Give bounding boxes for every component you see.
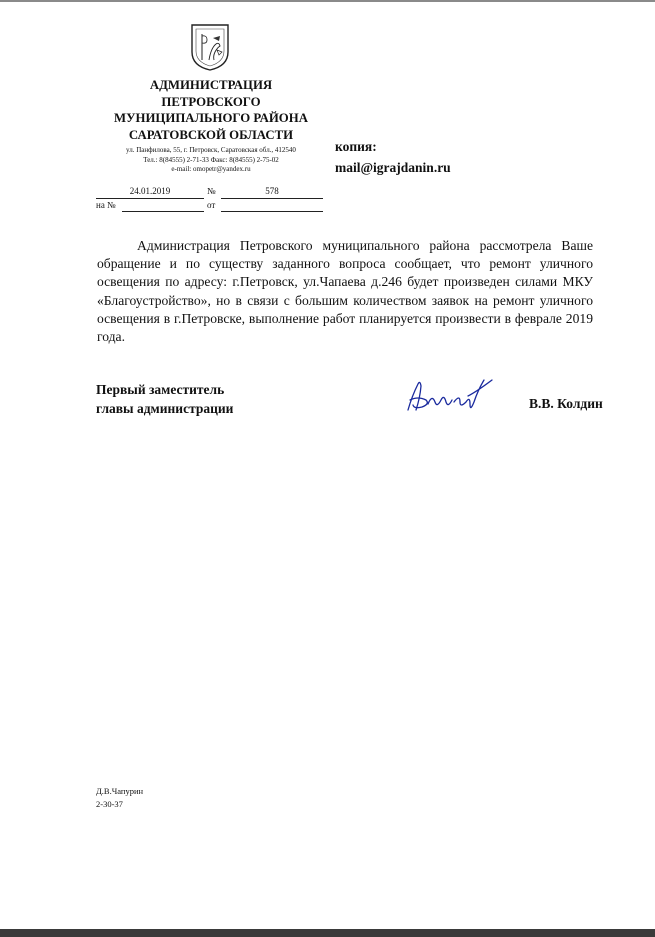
number-underline bbox=[221, 198, 323, 199]
executor-name: Д.В.Чапурин bbox=[96, 786, 144, 796]
copy-email: mail@igrajdanin.ru bbox=[335, 160, 451, 175]
reference-number-underline bbox=[122, 211, 204, 212]
executor-phone: 2-30-37 bbox=[96, 799, 123, 809]
body-paragraph: Администрация Петровского муниципального района рассмотрела Ваше обращение и по существу заданного вопроса сообщает, что ремонт уличного освещения по адресу: г.Петровск, ул.Чапаева д.246 будет произведен силами МКУ «Благоустройство», но в связи с большим количеством заявок на ремонт уличного освещения в г.Петровске, выполнение работ планируется произвести в феврале 2019 года. bbox=[97, 238, 593, 345]
letter-number: 578 bbox=[265, 186, 279, 196]
email-line: e-mail: omopetr@yandex.ru bbox=[171, 165, 251, 173]
signatory-title-line: главы администрации bbox=[96, 400, 234, 416]
org-line: ПЕТРОВСКОГО bbox=[161, 94, 261, 109]
organization-address bbox=[80, 146, 342, 175]
letter-date: 24.01.2019 bbox=[129, 186, 171, 196]
signatory-title bbox=[96, 381, 233, 418]
date-underline bbox=[96, 198, 204, 199]
organization-name bbox=[96, 77, 326, 143]
reference-date-label: от bbox=[207, 200, 216, 210]
copy-label: копия: bbox=[335, 139, 377, 154]
signatory-name: В.В. Колдин bbox=[529, 396, 603, 411]
letter-body bbox=[97, 237, 593, 346]
page-top-edge bbox=[0, 0, 655, 2]
reference-date-underline bbox=[221, 211, 323, 212]
org-line: МУНИЦИПАЛЬНОГО РАЙОНА bbox=[114, 111, 308, 125]
address-line: ул. Панфилова, 55, г. Петровск, Саратовская обл., 412540 bbox=[126, 146, 296, 154]
number-sign: № bbox=[207, 186, 216, 196]
coat-of-arms-icon bbox=[189, 22, 231, 72]
reference-number-label: на № bbox=[96, 200, 116, 210]
signatory-title-line: Первый заместитель bbox=[96, 382, 225, 397]
phone-fax-line: Тел.: 8(84555) 2-71-33 Факс: 8(84555) 2-75-02 bbox=[143, 155, 279, 164]
org-line: САРАТОВСКОЙ ОБЛАСТИ bbox=[128, 127, 294, 142]
handwritten-signature bbox=[404, 374, 496, 416]
org-line: АДМИНИСТРАЦИЯ bbox=[149, 78, 273, 92]
page-bottom-edge bbox=[0, 929, 655, 937]
